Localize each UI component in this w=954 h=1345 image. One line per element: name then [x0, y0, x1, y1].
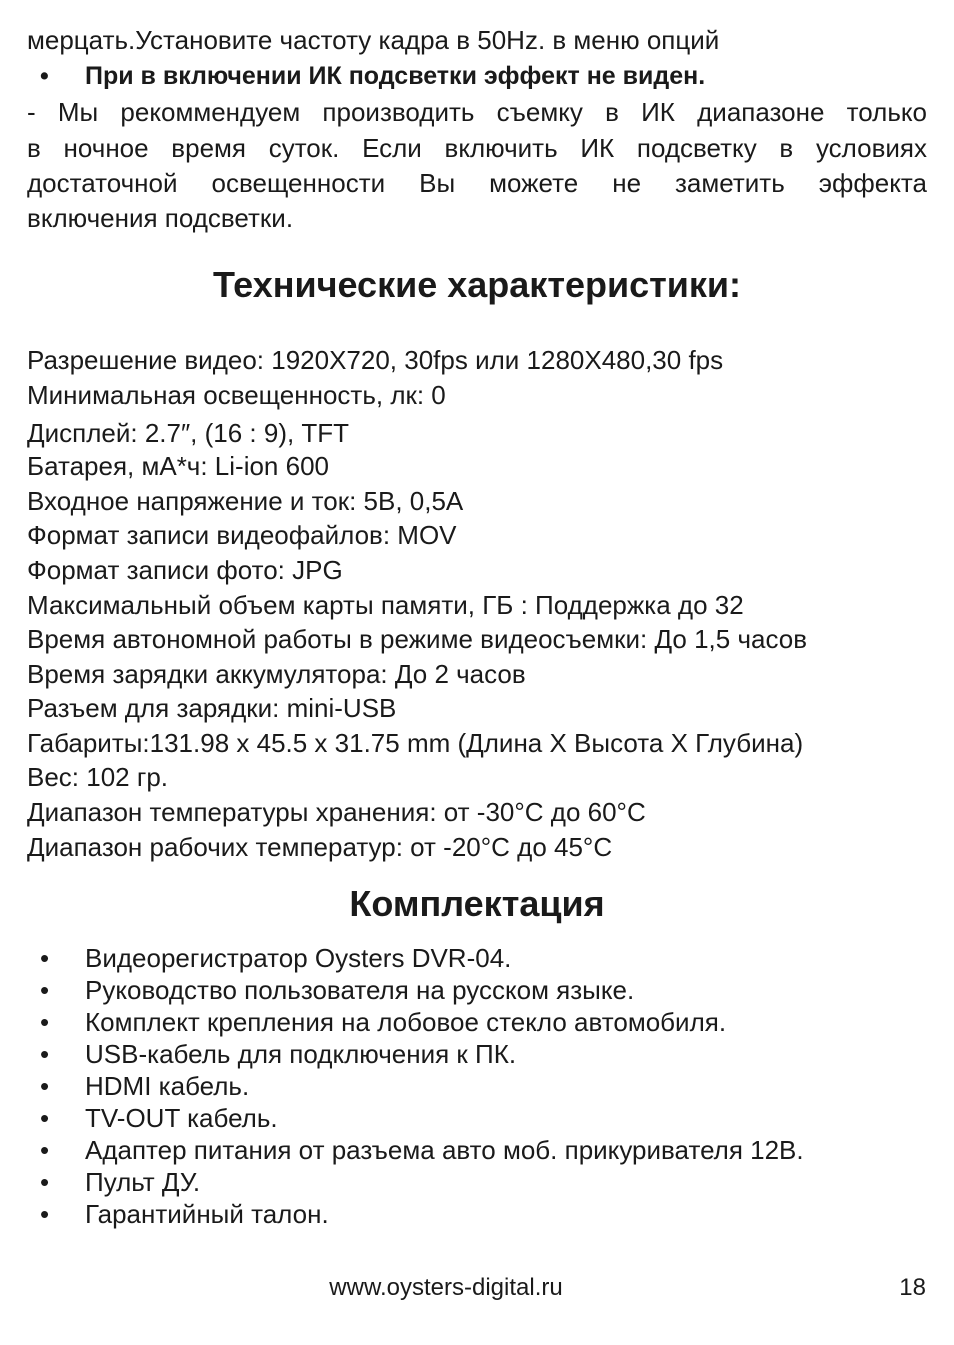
spec-line: Диапазон рабочих температур: от -20°С до 45°С: [27, 832, 613, 862]
bullet-icon: •: [40, 1007, 50, 1037]
bullet-icon: •: [40, 1135, 50, 1165]
kit-list-item: [40, 1199, 329, 1229]
spec-line: Минимальная освещенность, лк: 0: [27, 380, 446, 410]
ir-paragraph-line: достаточной освещенности Вы можете не заметить эффекта: [27, 168, 927, 198]
kit-list-item: [40, 1071, 249, 1101]
kit-list-item: [40, 943, 511, 973]
specs-heading: Технические характеристики:: [212, 264, 742, 305]
kit-list-item: [40, 1007, 726, 1037]
spec-line: Дисплей: 2.7″, (16 : 9), TFT: [27, 418, 350, 448]
page-number: 18: [899, 1274, 926, 1301]
kit-item-text: Гарантийный талон.: [85, 1199, 329, 1229]
spec-line: Входное напряжение и ток: 5В, 0,5А: [27, 486, 464, 516]
kit-list-item: [40, 975, 634, 1005]
kit-list-item: [40, 1167, 200, 1197]
kit-item-text: Адаптер питания от разъема авто моб. прикуривателя 12В.: [85, 1135, 804, 1165]
spec-line: Формат записи видеофайлов: MOV: [27, 520, 457, 550]
ir-note-text: При в включении ИК подсветки эффект не виден.: [85, 62, 706, 90]
spec-line: Габариты:131.98 x 45.5 x 31.75 mm (Длина X Высота X Глубина): [27, 728, 804, 758]
kit-item-text: USB-кабель для подключения к ПК.: [85, 1039, 517, 1069]
kit-item-text: Руководство пользователя на русском языке.: [85, 975, 635, 1005]
footer-website: www.oysters-digital.ru: [329, 1274, 563, 1301]
kit-item-text: Видеорегистратор Oysters DVR-04.: [85, 943, 512, 973]
kit-item-text: TV-OUT кабель.: [85, 1103, 278, 1133]
spec-line: Максимальный объем карты памяти, ГБ : Поддержка до 32: [27, 590, 744, 620]
kit-list-item: [40, 1103, 278, 1133]
bullet-icon: •: [40, 1199, 50, 1229]
ir-note-bullet: [40, 61, 705, 91]
spec-line: Формат записи фото: JPG: [27, 555, 343, 585]
bullet-icon: •: [40, 62, 49, 90]
spec-line: Вес: 102 гр.: [27, 762, 169, 792]
bullet-icon: •: [40, 1071, 50, 1101]
spec-line: Диапазон температуры хранения: от -30°С до 60°С: [27, 797, 646, 827]
bullet-icon: •: [40, 1039, 50, 1069]
intro-line: мерцать.Установите частоту кадра в 50Hz. в меню опций: [27, 25, 720, 55]
bullet-icon: •: [40, 1167, 50, 1197]
spec-line: Время автономной работы в режиме видеосъемки: До 1,5 часов: [27, 624, 808, 654]
spec-line: Разрешение видео: 1920X720, 30fps или 1280X480,30 fps: [27, 345, 724, 375]
spec-line: Батарея, мА*ч: Li-ion 600: [27, 451, 329, 481]
bullet-icon: •: [40, 943, 50, 973]
kit-item-text: Пульт ДУ.: [85, 1167, 201, 1197]
kit-item-text: HDMI кабель.: [85, 1071, 250, 1101]
ir-paragraph-line: - Мы рекоммендуем производить съемку в ИК диапазоне только: [27, 97, 927, 127]
spec-line: Разъем для зарядки: mini-USB: [27, 693, 397, 723]
bullet-icon: •: [40, 975, 50, 1005]
ir-paragraph-line: в ночное время суток. Если включить ИК подсветку в условиях: [27, 133, 927, 163]
kit-list-item: [40, 1039, 516, 1069]
spec-line: Время зарядки аккумулятора: До 2 часов: [27, 659, 526, 689]
kit-item-text: Комплект крепления на лобовое стекло автомобиля.: [85, 1007, 727, 1037]
ir-paragraph-line: включения подсветки.: [27, 203, 294, 233]
bullet-icon: •: [40, 1103, 50, 1133]
kit-list-item: [40, 1135, 804, 1165]
kit-heading: Комплектация: [349, 883, 605, 924]
